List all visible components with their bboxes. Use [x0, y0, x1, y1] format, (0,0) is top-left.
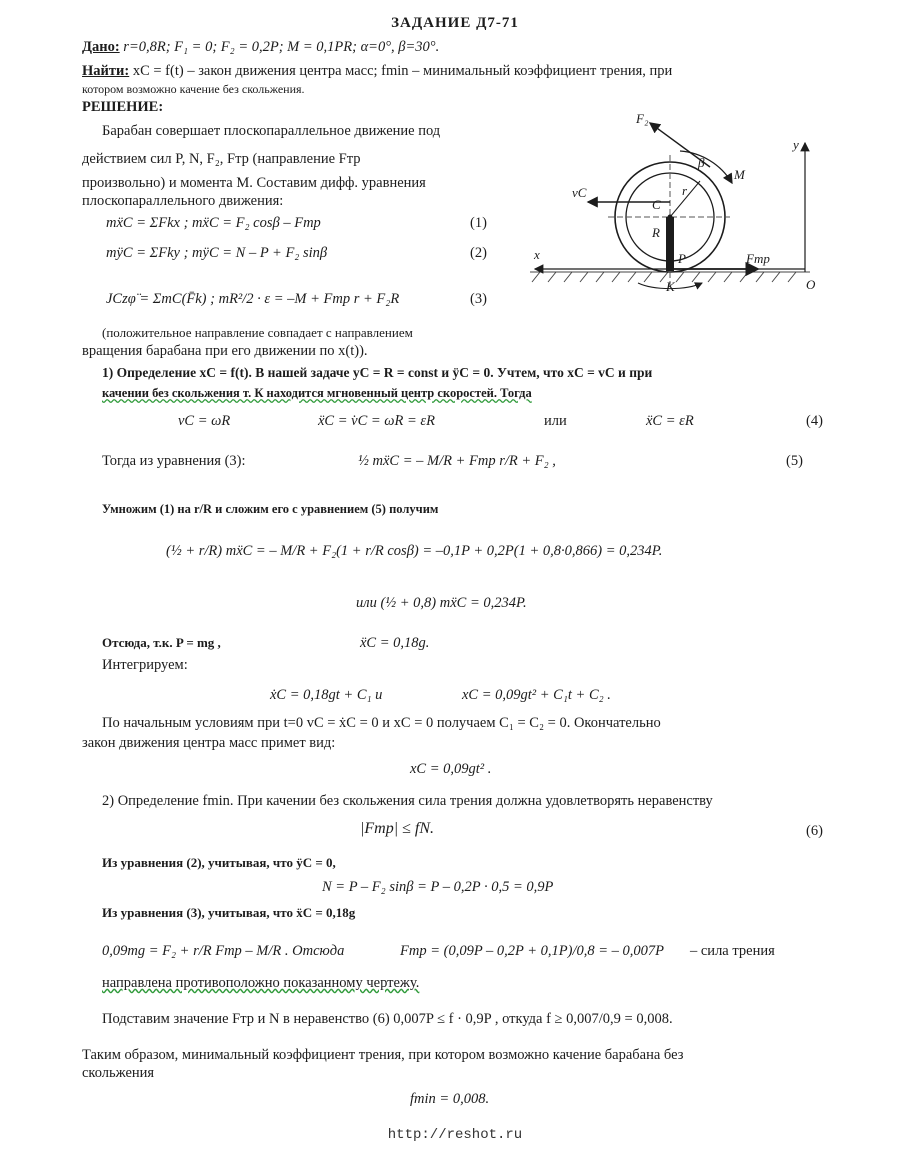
label-beta: β	[698, 155, 705, 170]
step2-d3: – сила трения	[690, 943, 775, 959]
page-title: ЗАДАНИЕ Д7-71	[391, 15, 519, 31]
step1-r1a: vC = ωR	[178, 413, 231, 429]
step1-r7: Интегрируем:	[102, 657, 188, 673]
weight-bar	[666, 217, 674, 271]
label-k: K	[666, 279, 675, 294]
step1-r1c: или	[544, 413, 567, 429]
step1-r2n: (5)	[786, 453, 803, 469]
equation-1: mẍC = ΣFkx ; mẍC = F₂ cosβ – Fтр	[106, 215, 321, 231]
center-point	[668, 215, 673, 220]
label-r-big: R	[652, 225, 660, 240]
label-y: y	[793, 137, 799, 152]
positive-note-1: (положительное направление совпадает с направлением	[102, 325, 413, 340]
find-line-2: котором возможно качение без скольжения.	[82, 82, 305, 96]
solution-label: РЕШЕНИЕ:	[82, 99, 164, 115]
step1-r6a: Отсюда, т.к. P = mg ,	[102, 635, 221, 650]
step1-r8a: ẋC = 0,18gt + C₁ и	[270, 687, 383, 703]
label-o: O	[806, 277, 816, 292]
step2-e: направлена противоположно показанному чертежу.	[102, 975, 420, 991]
label-c: C	[652, 197, 661, 212]
given-label: Дано:	[82, 39, 120, 55]
step1-line2: качении без скольжения т. К находится мгновенный центр скоростей. Тогда	[102, 386, 532, 400]
given-text: r=0,8R; F₁ = 0; F₂ = 0,2P; M = 0,1PR; α=0°, β=30°.	[119, 39, 440, 55]
find-text: xC = f(t) – закон движения центра масс; fmin – минимальный коэффициент трения, при	[129, 63, 673, 79]
step2-a: Из уравнения (2), учитывая, что ÿC = 0,	[102, 855, 336, 870]
step1-r11: xC = 0,09gt² .	[410, 761, 492, 777]
equation-1-number: (1)	[470, 215, 487, 231]
step2-inequality-number: (6)	[806, 823, 823, 839]
final-answer: fmin = 0,008.	[410, 1091, 490, 1107]
footer-url[interactable]: http://reshot.ru	[387, 1127, 523, 1143]
step2-d2: Fтр = (0,09P – 0,2P + 0,1P)/0,8 = – 0,007P	[400, 943, 665, 959]
step1-r3: Умножим (1) на r/R и сложим его с уравнением (5) получим	[102, 502, 439, 516]
label-r-small: r	[682, 183, 688, 198]
step2-b: N = P – F₂ sinβ = P – 0,2P · 0,5 = 0,9P	[322, 879, 554, 895]
intro-line-3: произвольно) и момента M. Составим дифф. уравнения	[82, 175, 426, 191]
label-x: x	[534, 247, 540, 262]
step1-head: 1) Определение xC = f(t). В нашей задаче yC = R = const и ÿC = 0. Учтем, что xC = vC и при	[102, 365, 653, 380]
label-p: P	[678, 251, 686, 266]
step1-r9: По начальным условиям при t=0 vC = ẋC = 0 и xC = 0 получаем C₁ = C₂ = 0. Окончательно	[102, 715, 661, 731]
given-line	[82, 38, 439, 56]
positive-note-2: вращения барабана при его движении по x(t)).	[82, 343, 368, 359]
step2-d1: 0,09mg = F₂ + r/R Fтр – M/R . Отсюда	[102, 943, 345, 959]
step2-head: 2) Определение fmin. При качении без скольжения сила трения должна удовлетворять неравенству	[102, 793, 713, 809]
step1-r1b: ẍC = v̇C = ω̇R = εR	[318, 413, 435, 429]
intro-line-2: действием сил P, N, F₂, Fтр (направление Fтр	[82, 151, 361, 167]
intro-line-4: плоскопараллельного движения:	[82, 193, 284, 209]
label-vc: vC	[572, 185, 587, 200]
equation-3-number: (3)	[470, 291, 487, 307]
step2-g2: скольжения	[82, 1065, 155, 1081]
step1-r6b: ẍC = 0,18g.	[360, 635, 430, 651]
step1-r1d: ẍC = εR	[646, 413, 694, 429]
equation-2: mÿC = ΣFky ; mÿC = N – P + F₂ sinβ	[106, 245, 328, 261]
drum-diagram	[520, 105, 830, 320]
step1-r2a: Тогда из уравнения (3):	[102, 453, 246, 469]
step1-r2b: ½ mẍC = – M/R + Fтр r/R + F₂ ,	[358, 453, 556, 469]
step1-r5: или (½ + 0,8) mẍC = 0,234P.	[356, 595, 527, 611]
step1-r10: закон движения центра масс примет вид:	[82, 735, 336, 751]
step1-r8b: xC = 0,09gt² + C₁t + C₂ .	[462, 687, 611, 703]
find-line	[82, 62, 672, 80]
find-label: Найти:	[82, 63, 130, 79]
label-m: M	[734, 167, 745, 182]
step2-c: Из уравнения (3), учитывая, что ẍC = 0,18g	[102, 905, 356, 920]
intro-line-1: Барабан совершает плоскопараллельное движение под	[102, 123, 441, 139]
equation-2-number: (2)	[470, 245, 487, 261]
step2-g1: Таким образом, минимальный коэффициент трения, при котором возможно качение барабана без	[82, 1047, 684, 1063]
label-f2: F₂	[636, 111, 649, 126]
step1-r1n: (4)	[806, 413, 823, 429]
step2-f: Подставим значение Fтр и N в неравенство (6) 0,007P ≤ f · 0,9P , откуда f ≥ 0,007/0,9 = 0,008.	[102, 1011, 673, 1027]
moment-m-arc	[680, 151, 732, 183]
label-ftr: Fтр	[746, 251, 770, 266]
step2-inequality: |Fтр| ≤ fN.	[360, 820, 435, 837]
step1-r4: (½ + r/R) mẍC = – M/R + F₂(1 + r/R cosβ) = –0,1P + 0,2P(1 + 0,8·0,866) = 0,234P.	[166, 543, 663, 559]
equation-3: JCzφ̈ = ΣmC(F̄k) ; mR²/2 · ε = –M + Fтр r + F₂R	[106, 291, 400, 307]
